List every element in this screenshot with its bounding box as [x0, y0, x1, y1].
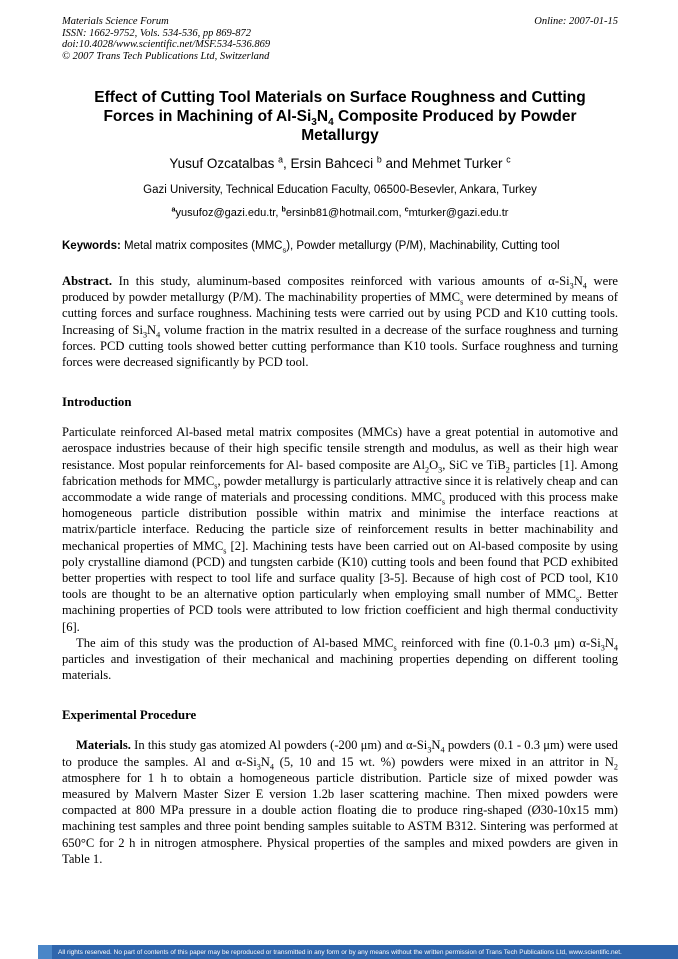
footer-bar — [38, 945, 678, 959]
emails-line: $^a$yusufoz@gazi.edu.tr, $^b$ersinb81@hotmail.com, $^c$mturker@gazi.edu.tr — [171, 205, 509, 219]
page-header — [62, 16, 618, 62]
section-heading-introduction: Introduction — [62, 395, 132, 410]
copyright-line: © 2007 Trans Tech Publications Ltd, Switzerland — [62, 50, 270, 62]
section-heading-experimental-procedure: Experimental Procedure — [62, 708, 197, 723]
abstract-paragraph: Abstract. In this study, aluminum-based composites reinforced with various amounts of $\alpha-Si_3N_4$ were produced by powder metallurgy (P/M). The machinability properties of $MMC_s$ were determined by means of cutting forces and surface roughness. Machining tests were carried out by using PCD and K10 cutting tools. Increasing of $Si_3N_4$ volume fraction in the matrix resulted in a decrease of the surface roughness and turning forces. PCD cutting tools showed better cutting performance than K10 tools. Surface roughness and turning forces were decreased significantly by PCD tool. — [62, 274, 618, 370]
issn-line: ISSN: 1662-9752, Vols. 534-536, pp 869-872 — [62, 27, 251, 39]
paper-title: Effect of Cutting Tool Materials on Surface Roughness and Cutting Forces in Machining of $Al-Si_3N_4$ Composite Produced by Powder Metallurgy — [94, 89, 586, 144]
authors-line: Yusuf Ozcatalbas $^a$, Ersin Bahceci $^b$ and Mehmet Turker $^c$ — [169, 154, 511, 171]
affiliation-line: Gazi University, Technical Education Faculty, 06500-Besevler, Ankara, Turkey — [143, 184, 537, 196]
journal-name: Materials Science Forum — [62, 16, 169, 27]
intro-paragraph-1: Particulate reinforced Al-based metal matrix composites (MMCs) have a great potential in automotive and aerospace industries because of their high specific tensile strength and modulus, as well as their high wear resistance. Most popular reinforcements for Al- based composite are $Al_2O_3$, SiC ve TiB$_2$ particles [1]. Among fabrication methods for $MMC_s$, powder metallurgy is particularly attractive since it is relatively cheap and can accommodate a wide range of materials and processing conditions. $MMC_s$ produced with this process make homogeneous particle distribution possible within matrix and minimise the interface reactions at matrix/particle interface. Reducing the particle size of reinforcement results in better machinability and mechanical properties of $MMC_s$ [2]. Machining tests have been carried out on Al-based composite by using poly crystalline diamond (PCD) and tungsten carbide (K10) cutting tools and been found that PCD exhibited better properties with respect to tool life and surface quality [3-5]. Because of high cost of PCD tool, K10 tools are thought to be an alternative option particularly when employing small number of $MMC_s$. Better machining properties of PCD tools were attributed to low friction coefficient and high thermal conductivity [6]. — [62, 425, 619, 634]
keywords-line: Keywords: Metal matrix composites $(MMC_s)$, Powder metallurgy (P/M), Machinability, Cutting tool — [62, 240, 560, 255]
publication-info — [62, 16, 270, 62]
online-date: Online: 2007-01-15 — [534, 16, 618, 27]
footer-notice: All rights reserved. No part of contents of this paper may be reproduced or transmitted in any form or by any means without the written permission of Trans Tech Publications Ltd, www.scientific.net. — [58, 948, 622, 956]
publisher-logo-icon — [38, 945, 52, 959]
intro-paragraph-2: The aim of this study was the production of Al-based $MMC_s$ reinforced with fine (0.1-0.3 μm) $\alpha-Si_3N_4$ particles and investigation of their mechanical and machining properties depending on different tooling materials. — [62, 635, 619, 683]
doi-line: doi:10.4028/www.scientific.net/MSF.534-536.869 — [62, 39, 271, 50]
materials-paragraph: Materials. In this study gas atomized Al powders (-200 μm) and $\alpha-Si_3N_4$ powders (0.1 - 0.3 μm) were used to produce the samples. Al and $\alpha-Si_3N_4$ (5, 10 and 15 wt. %) powders were mixed in an attritor in $N_2$ atmosphere for 1 h to obtain a homogeneous particle distribution. Particle size of mixed powder was measured by Malvern Master Sizer E version 1.2b laser scattering machine. Then mixed powders were compacted at 800 MPa pressure in a double action floating die to produce ring-shaped (Ø30-10x15 mm) machining test samples and three point bending samples suitable to ASTM B312. Sintering was performed at 650°C for 2 h in nitrogen atmosphere. Physical properties of the samples and mixed powders are given in Table 1. — [62, 738, 618, 866]
